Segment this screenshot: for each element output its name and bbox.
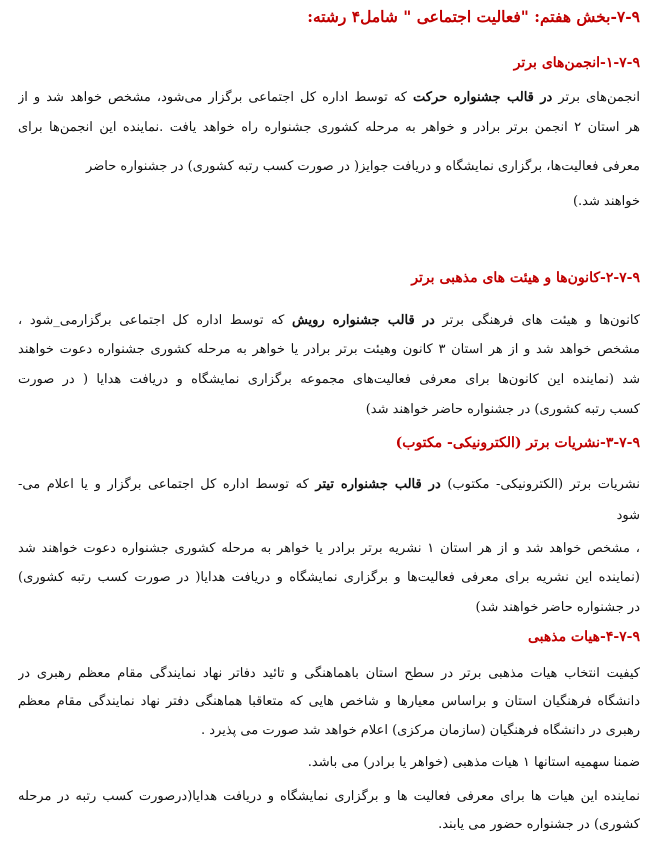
paragraph-line: کسب رتبه کشوری) در جشنواره حاضر خواهند شد) [365,402,640,417]
paragraph-line: شود [616,508,640,523]
paragraph-line: در جشنواره حاضر خواهند شد) [475,600,640,615]
paragraph-line: نماینده این هیات ها برای معرفی فعالیت ها و برگزاری نمایشگاه و دریافت هدایا(درصورت کسب رتبه در مرحله [18,789,640,804]
section-heading-centers: ۲-۷-۹-کانون‌ها و هیئت های مذهبی برتر [411,270,640,286]
paragraph-line: خواهند شد.) [572,194,640,209]
paragraph-line: معرفی فعالیت‌ها، برگزاری نمایشگاه و دریافت جوایز( در صورت کسب رتبه کشوری) در جشنواره حاضر [86,159,640,174]
document-page [18,0,640,844]
paragraph-line: (نماینده این نشریه برای معرفی فعالیت‌ها و برگزاری نمایشگاه و دریافت هدایا( در صورت کسب رتبه کشوری) [18,570,640,585]
paragraph-line: هر استان ۲ انجمن برتر برادر و خواهر به مرحله کشوری جشنواره راه خواهد یافت .نماینده این انجمن‌ها برای [18,120,640,135]
paragraph-line: نشریات برتر (الکترونیکی- مکتوب) در قالب جشنواره تیتر که توسط اداره کل اجتماعی برگزار و یا اعلام می- [18,477,640,492]
paragraph-line: ، مشخص خواهد شد و از هر استان ۱ نشریه برتر برادر یا خواهر به مرحله کشوری جشنواره دعوت خواهند شد [18,541,640,556]
paragraph-line: انجمن‌های برتر در قالب جشنواره حرکت که توسط اداره کل اجتماعی برگزار می‌شود، مشخص خواهد شد و از [18,90,640,105]
paragraph-line: کیفیت انتخاب هیات مذهبی برتر در سطح استان باهماهنگی و تائید دفاتر نهاد نمایندگی مقام معظم رهبری در [18,666,640,681]
paragraph-line: رهبری در دانشگاه فرهنگیان (سازمان مرکزی) اعلام خواهد شد صورت می پذیرد . [201,723,640,738]
paragraph-line: مشخص خواهد شد و از هر استان ۳ کانون وهیئت برتر برادر یا خواهر به مرحله کشوری جشنواره دعوت خواهند [18,342,640,357]
section-heading-religious-groups: ۴-۷-۹-هیات مذهبی [527,629,640,645]
paragraph-line: دانشگاه فرهنگیان استان و براساس معیارها و شاخص هایی که متعاقبا هماهنگی دفتر نهاد نمایندگی مقام معظم [18,694,640,709]
paragraph-line: کشوری) در جشنواره حضور می یابند. [438,817,640,832]
section-heading-publications: ۳-۷-۹-نشریات برتر (الکترونیکی- مکتوب) [395,435,640,451]
page-title: ۷-۹-بخش هفتم: "فعالیت اجتماعی " شامل۴ رشته: [307,8,640,26]
paragraph-line: ضمنا سهمیه استانها ۱ هیات مذهبی (خواهر یا برادر) می باشد. [307,755,640,770]
section-heading-associations: ۱-۷-۹-انجمن‌های برتر [513,55,640,71]
paragraph-line: شد (نماینده این کانون‌ها برای معرفی فعالیت‌های مجموعه برگزاری نمایشگاه و دریافت هدایا ( در صورت [18,372,640,387]
paragraph-line: کانون‌ها و هیئت های فرهنگی برتر در قالب جشنواره رویش که توسط اداره کل اجتماعی برگزارمی_شود ، [18,313,640,328]
